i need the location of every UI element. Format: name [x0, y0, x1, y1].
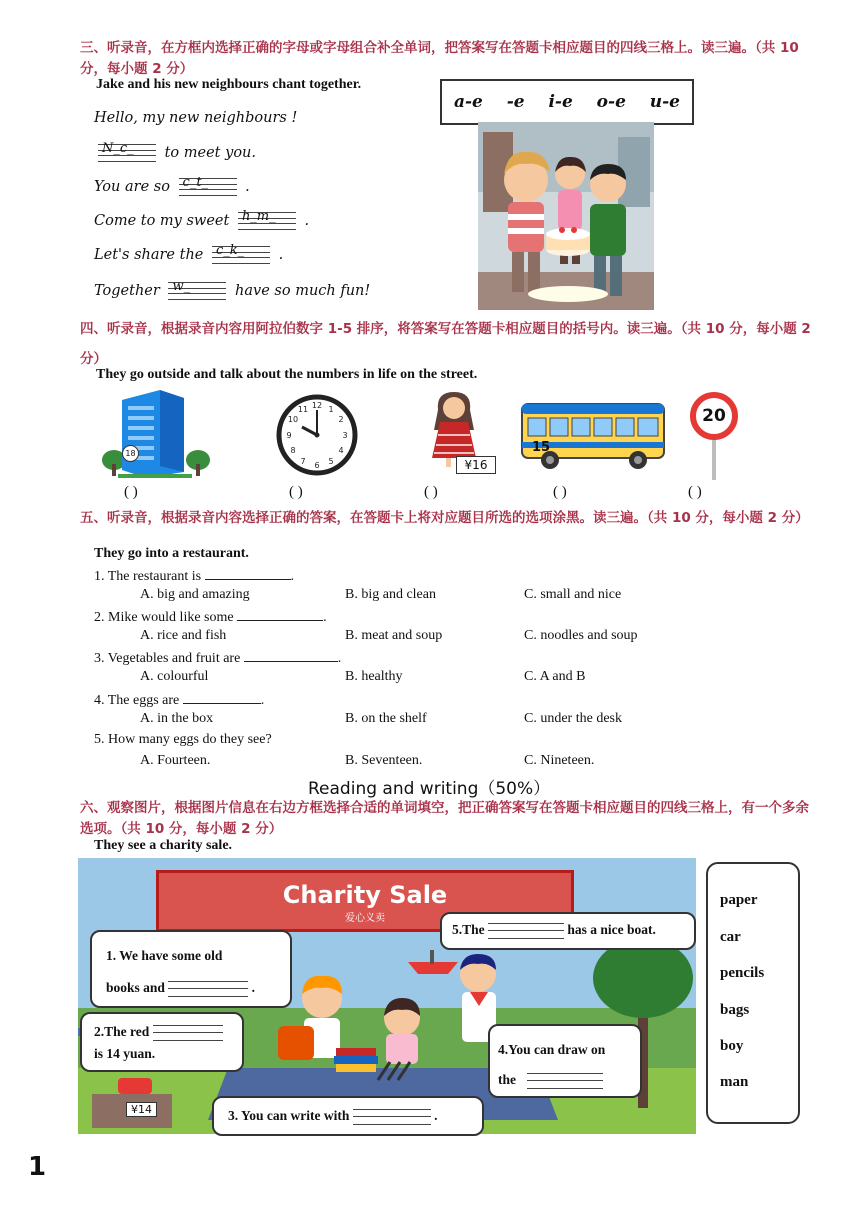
bubble-question-3: 3. You can write with . [212, 1096, 484, 1136]
answer-lines[interactable] [168, 981, 248, 997]
chant-line-5: Let's share the c_k_ . [94, 243, 284, 263]
section4-heading: 四、听录音，根据录音内容用阿拉伯数字 1-5 排序，将答案写在答题卡相应题目的括号内。读三遍。（共 10 分，每小题 2 分） [80, 321, 811, 367]
svg-text:8: 8 [290, 446, 296, 455]
chant-line-6: Together w_ have so much fun! [94, 279, 371, 299]
q2-option-a[interactable]: A. rice and fish [140, 628, 227, 643]
q4-option-c[interactable]: C. under the desk [524, 711, 622, 726]
clock-icon [276, 394, 358, 481]
q3-option-a[interactable]: A. colourful [140, 669, 209, 684]
chant-line-4: Come to my sweet h_m_ . [94, 209, 310, 229]
q1-option-a[interactable]: A. big and amazing [140, 587, 250, 602]
option-i-e: i-e [548, 92, 573, 112]
banner-title: Charity Sale [282, 881, 448, 909]
svg-text:5: 5 [328, 457, 334, 466]
building-icon [100, 388, 210, 480]
toy-price-tag: ¥14 [126, 1102, 157, 1117]
svg-text:11: 11 [297, 405, 309, 414]
word-bags: bags [720, 1002, 750, 1018]
answer-bracket-5[interactable]: ( ) [688, 484, 702, 500]
chant-line-3: You are so c_t_ . [94, 175, 250, 195]
sign-number: 20 [690, 392, 738, 440]
word-bank-box [706, 862, 800, 1124]
section3-heading: 三、听录音，在方框内选择正确的字母或字母组合补全单词，把答案写在答题卡相应题目的四线三格上。读三遍。（共 10 分，每小题 2 分） [80, 40, 799, 77]
q5-option-a[interactable]: A. Fourteen. [140, 753, 211, 768]
section4-intro: They go outside and talk about the numbers in life on the street. [96, 367, 478, 382]
q1-option-c[interactable]: C. small and nice [524, 587, 622, 602]
speed-limit-sign [690, 392, 738, 482]
banner-subtitle: 爱心义卖 [345, 913, 385, 924]
section6-intro: They see a charity sale. [94, 838, 233, 853]
q2-option-c[interactable]: C. noodles and soup [524, 628, 638, 643]
q3-option-b[interactable]: B. healthy [345, 669, 403, 684]
bubble-question-2: 2.The red is 14 yuan. [80, 1012, 244, 1072]
option-e: -e [506, 92, 525, 112]
bubble-question-4: 4.You can draw on the [488, 1024, 642, 1098]
answer-bracket-3[interactable]: ( ) [424, 484, 438, 500]
answer-lines[interactable] [488, 923, 564, 939]
word-blank: c_k_ [212, 246, 270, 264]
q4-option-a[interactable]: A. in the box [140, 711, 214, 726]
doll-icon [420, 390, 500, 480]
word-blank: h_m_ [238, 212, 296, 230]
svg-text:9: 9 [286, 431, 292, 440]
q3-option-c[interactable]: C. A and B [524, 669, 586, 684]
bubble-question-5: 5.The has a nice boat. [440, 912, 696, 950]
option-a-e: a-e [453, 92, 483, 112]
svg-text:1: 1 [328, 405, 334, 414]
kids-cake-illustration [478, 122, 654, 310]
q1-option-b[interactable]: B. big and clean [345, 587, 436, 602]
question-2: 2. Mike would like some . [94, 610, 327, 625]
q2-option-b[interactable]: B. meat and soup [345, 628, 443, 643]
svg-text:12: 12 [311, 401, 323, 410]
letter-options-box [440, 79, 694, 125]
word-paper: paper [720, 892, 758, 908]
page-number: 1 [28, 1152, 47, 1182]
q5-option-c[interactable]: C. Nineteen. [524, 753, 595, 768]
bubble-question-1: 1. We have some old books and . [90, 930, 292, 1008]
q4-option-b[interactable]: B. on the shelf [345, 711, 427, 726]
section3-intro: Jake and his new neighbours chant together. [96, 77, 362, 92]
answer-bracket-4[interactable]: ( ) [553, 484, 567, 500]
answer-lines[interactable] [353, 1109, 431, 1125]
word-blank: c_t_ [179, 178, 237, 196]
chant-line-2: N_c_ to meet you. [94, 144, 256, 162]
svg-text:2: 2 [338, 415, 344, 424]
answer-lines[interactable] [527, 1073, 603, 1089]
option-o-e: o-e [596, 92, 626, 112]
svg-text:6: 6 [314, 461, 320, 470]
part-title: Reading and writing（50%） [308, 779, 551, 799]
option-u-e: u-e [649, 92, 680, 112]
answer-bracket-1[interactable]: ( ) [124, 484, 138, 500]
price-tag: ¥16 [456, 456, 496, 474]
word-pencils: pencils [720, 965, 765, 981]
bus-icon [520, 400, 666, 477]
word-car: car [720, 929, 741, 945]
question-1: 1. The restaurant is . [94, 569, 295, 584]
word-blank: w_ [168, 282, 226, 300]
section5-intro: They go into a restaurant. [94, 546, 249, 561]
word-boy: boy [720, 1038, 744, 1054]
question-4: 4. The eggs are . [94, 693, 265, 708]
question-3: 3. Vegetables and fruit are . [94, 651, 342, 666]
svg-text:10: 10 [287, 415, 299, 424]
svg-text:4: 4 [338, 446, 344, 455]
word-blank: N_c_ [98, 144, 156, 162]
word-man: man [720, 1074, 749, 1090]
svg-text:3: 3 [342, 431, 348, 440]
bus-number: 15 [532, 440, 551, 455]
chant-line-1: Hello, my new neighbours ! [94, 110, 298, 126]
building-number-badge: 18 [122, 445, 139, 462]
section5-heading: 五、听录音，根据录音内容选择正确的答案，在答题卡上将对应题目所选的选项涂黑。读三遍。（共 10 分，每小题 2 分） [80, 510, 809, 526]
section6-heading: 六、观察图片，根据图片信息在右边方框选择合适的单词填空，把正确答案写在答题卡相应题目的四线三格上，有一个多余选项。（共 10 分，每小题 2 分） [80, 800, 809, 837]
answer-bracket-2[interactable]: ( ) [289, 484, 303, 500]
question-5: 5. How many eggs do they see? [94, 732, 272, 747]
answer-lines[interactable] [153, 1025, 223, 1041]
svg-text:7: 7 [300, 457, 306, 466]
q5-option-b[interactable]: B. Seventeen. [345, 753, 423, 768]
